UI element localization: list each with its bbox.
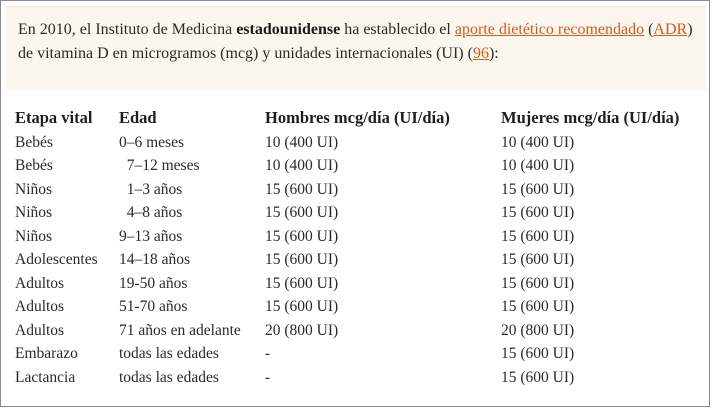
- cell-hombres: 15 (600 UI): [265, 251, 339, 269]
- header-hombres: Hombres mcg/día (UI/día): [265, 108, 450, 127]
- cell-etapa: Bebés: [15, 133, 53, 151]
- cell-edad: 0–6 meses: [119, 133, 185, 151]
- table-row: [15, 319, 701, 343]
- cell-hombres: 10 (400 UI): [265, 133, 339, 151]
- table-row: [15, 366, 701, 390]
- adr-link[interactable]: ADR: [653, 21, 688, 38]
- table-row: [15, 296, 701, 320]
- table-row: [15, 272, 701, 296]
- table-row: [15, 131, 701, 155]
- table-row: [15, 249, 701, 273]
- cell-hombres: 15 (600 UI): [265, 180, 339, 198]
- cell-mujeres: 15 (600 UI): [501, 251, 575, 269]
- cell-etapa: Embarazo: [15, 345, 78, 363]
- intro-bold: estadounidense: [236, 21, 341, 38]
- cell-hombres: 15 (600 UI): [265, 274, 339, 292]
- cell-mujeres: 15 (600 UI): [501, 180, 575, 198]
- intro-mid1: ha establecido el: [340, 21, 455, 38]
- intro-suffix: ):: [488, 45, 499, 62]
- rda-link[interactable]: aporte dietético recomendado: [454, 21, 645, 38]
- table-header-row: [15, 105, 701, 131]
- intro-mid2: (: [644, 21, 654, 38]
- vitamin-d-table: [15, 105, 701, 390]
- cell-mujeres: 15 (600 UI): [501, 227, 575, 245]
- table-row: [15, 202, 701, 226]
- cell-edad: 9–13 años: [119, 227, 183, 245]
- cell-mujeres: 15 (600 UI): [501, 298, 575, 316]
- table-row: [15, 343, 701, 367]
- cell-hombres: 15 (600 UI): [265, 298, 339, 316]
- cell-edad: 71 años en adelante: [119, 321, 241, 339]
- cell-edad: 19-50 años: [119, 274, 188, 292]
- cell-edad: 51-70 años: [119, 298, 188, 316]
- header-mujeres: Mujeres mcg/día (UI/día): [501, 108, 680, 127]
- cell-hombres: 15 (600 UI): [265, 227, 339, 245]
- cell-hombres: 20 (800 UI): [265, 321, 339, 339]
- cell-edad: 7–12 meses: [119, 157, 200, 175]
- cell-etapa: Adultos: [15, 274, 65, 292]
- cell-mujeres: 15 (600 UI): [501, 274, 575, 292]
- cell-etapa: Bebés: [15, 157, 53, 175]
- intro-mid3: ) de vitamina D en microgramos (mcg) y unidades internacionales (UI) (: [18, 21, 693, 62]
- cell-edad: todas las edades: [119, 345, 219, 363]
- cell-etapa: Niños: [15, 180, 53, 198]
- header-edad: Edad: [119, 108, 157, 127]
- cell-edad: todas las edades: [119, 368, 219, 386]
- table-row: [15, 155, 701, 179]
- intro-paragraph: [18, 18, 698, 66]
- cell-mujeres: 15 (600 UI): [501, 204, 575, 222]
- cell-etapa: Niños: [15, 227, 53, 245]
- reference-link[interactable]: 96: [472, 45, 489, 62]
- header-etapa-vital: Etapa vital: [15, 108, 93, 127]
- cell-hombres: -: [265, 345, 271, 363]
- table-body: [15, 131, 701, 390]
- intro-panel: [6, 6, 706, 90]
- cell-hombres: 10 (400 UI): [265, 157, 339, 175]
- table-row: [15, 225, 701, 249]
- cell-edad: 4–8 años: [119, 204, 183, 222]
- cell-etapa: Adultos: [15, 298, 65, 316]
- cell-mujeres: 15 (600 UI): [501, 345, 575, 363]
- cell-mujeres: 20 (800 UI): [501, 321, 575, 339]
- cell-mujeres: 15 (600 UI): [501, 368, 575, 386]
- cell-hombres: -: [265, 368, 271, 386]
- cell-mujeres: 10 (400 UI): [501, 157, 575, 175]
- cell-etapa: Lactancia: [15, 368, 76, 386]
- cell-mujeres: 10 (400 UI): [501, 133, 575, 151]
- cell-etapa: Adultos: [15, 321, 65, 339]
- cell-etapa: Adolescentes: [15, 251, 98, 269]
- intro-prefix: En 2010, el Instituto de Medicina: [18, 21, 237, 38]
- cell-edad: 14–18 años: [119, 251, 191, 269]
- cell-hombres: 15 (600 UI): [265, 204, 339, 222]
- table-row: [15, 178, 701, 202]
- cell-edad: 1–3 años: [119, 180, 183, 198]
- cell-etapa: Niños: [15, 204, 53, 222]
